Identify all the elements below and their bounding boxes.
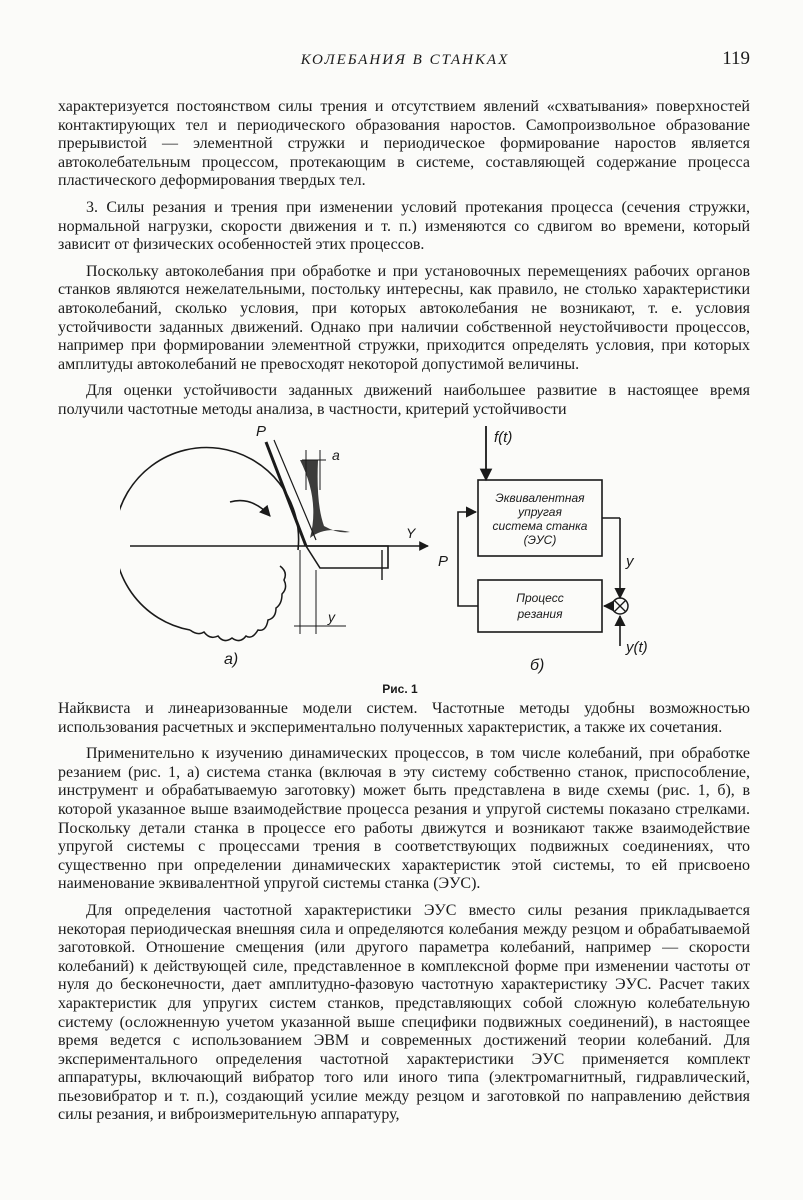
rotation-arrow [230, 501, 270, 516]
text-block-top [58, 98, 750, 428]
part-b-label: б) [530, 657, 545, 674]
figure-drawing [120, 420, 680, 680]
axis-label: Y [406, 525, 416, 541]
left-label: P [438, 553, 449, 570]
page-header [60, 48, 750, 76]
paragraph: Применительно к изучению динамических процессов, в том числе колебаний, при обработке резанием (рис. 1, а) система станка (включая в эту систему собственно станок, приспособление, инструмент и обрабатываемую заготовку) может быть представлена в виде схемы (рис. 1, б), в которой указанное выше взаимодействие процесса резания и упругой системы показано стрелками. Поскольку детали станка в процессе его работы движутся и возникают также взаимодействие упругой системы с процессами трения в соответствующих подвижных соединениях, что существенно при определении динамических характеристик этой системы, то ей присвоено наименование эквивалентной упругой системы станка (ЭУС). [58, 745, 750, 893]
figure-part-a [120, 423, 428, 668]
paragraph: характеризуется постоянством силы трения и отсутствием явлений «схватывания» поверхностей контактирующих тел и периодического образования наростов. Самопроизвольное образование прерывистой — элементной стружки и периодическое формирование наростов является автоколебательным процессом, протекающим в системе, составляющей содержание процесса пластического деформирования твердых тел. [58, 98, 750, 190]
force-label: P [256, 423, 267, 440]
eus-box-line: система станка [492, 519, 588, 533]
right-label: y [626, 553, 634, 570]
figure-part-b [438, 426, 648, 674]
paragraph: Для определения частотной характеристики ЭУС вместо силы резания прикладывается некоторая периодическая внешняя сила и определяются колебания между резцом и обрабатываемой заготовкой. Отношение смещения (или другого параметра колебаний, например — скорости колебаний) к действующей силе, представленное в комплексной форме при изменении частоты от нуля до бесконечности, дает амплитудно-фазовую частотную характеристику ЭУС. Расчет таких характеристик для упругих систем станков, представляющих собой сложную колебательную систему (осложненную учетом указанной выше специфики подвижных соединений), в настоящее время ведется с использованием ЭВМ и современных достижений теории колебаний. Для экспериментального определения частотной характеристики ЭУС применяется комплект аппаратуры, включающий вибратор того или иного типа (электромагнитный, гидравлический, пьезовибратор и т. п.), создающий усилие между резцом и заготовкой по направлению действия силы резания, и виброизмерительную аппаратуру, [58, 901, 750, 1124]
eus-box-line: (ЭУС) [523, 533, 557, 547]
cutting-box-line: резания [517, 607, 563, 621]
figure-1 [120, 420, 680, 696]
text-block-bottom [58, 700, 750, 1133]
running-head: КОЛЕБАНИЯ В СТАНКАХ [300, 52, 510, 68]
chip [300, 460, 350, 538]
output-label: y(t) [626, 639, 648, 656]
page-number: 119 [722, 48, 750, 69]
cutting-box [478, 580, 602, 632]
figure-caption: Рис. 1 [382, 682, 418, 696]
cutting-tool [306, 546, 388, 568]
eus-box-line: Эквивалентная [495, 491, 585, 505]
paragraph: 3. Силы резания и трения при изменении условий протекания процесса (сечения стружки, нормальной нагрузки, скорости движения и т. п.) изменяются со сдвигом во времени, который зависит от физических особенностей этих процессов. [58, 198, 750, 254]
displacement-label: y [328, 609, 335, 625]
paragraph: Поскольку автоколебания при обработке и при установочных перемещениях рабочих органов станков являются нежелательными, постольку интересны, как правило, не столько характеристики автоколебаний, сколько условия, при которых автоколебания не возникают, т. е. условия устойчивости заданных движений. Однако при наличии собственной неустойчивости процессов, например при формировании элементной стружки, приходится определять условия, при которых амплитуды автоколебаний не превосходят некоторой допустимой величины. [58, 262, 750, 373]
paragraph: Для оценки устойчивости заданных движений наибольшее развитие в настоящее время получили частотные методы анализа, в частности, критерий устойчивости [58, 382, 750, 418]
workpiece-outline [120, 448, 299, 630]
input-label: f(t) [494, 429, 513, 446]
part-a-label: а) [224, 651, 239, 668]
feedback-left [458, 512, 478, 606]
feed-label: a [332, 447, 340, 463]
paragraph: Найквиста и линеаризованные модели систем. Частотные методы удобны возможностью использования расчетных и экспериментально полученных характеристик, а также их сочетания. [58, 700, 750, 736]
force-line [266, 442, 306, 546]
eus-box-line: упругая [518, 505, 562, 519]
wavy-surface [190, 566, 286, 641]
cutting-box-line: Процесс [516, 591, 564, 605]
